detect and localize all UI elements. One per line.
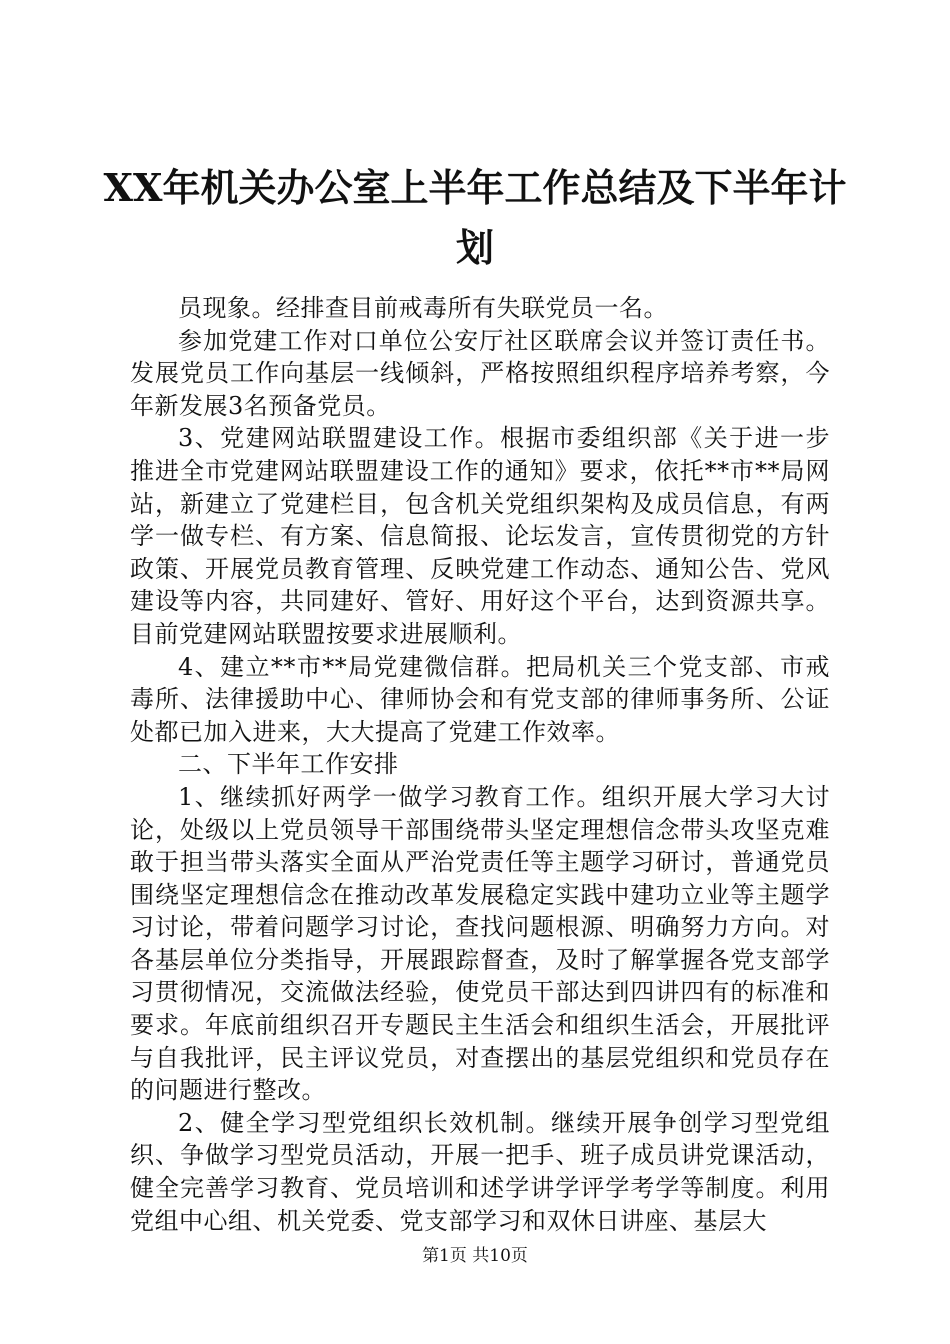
page-number-footer: 第1页 共10页 [422,1246,528,1266]
paragraph: 4、建立**市**局党建微信群。把局机关三个党支部、市戒毒所、法律援助中心、律师协会和有党支部的律师事务所、公证处都已加入进来，大大提高了党建工作效率。 [130,652,830,746]
paragraph: 1、继续抓好两学一做学习教育工作。组织开展大学习大讨论，处级以上党员领导干部围绕带头坚定理想信念带头攻坚克难敢于担当带头落实全面从严治党责任等主题学习研讨，普通党员围绕坚定理想信念在推动改革发展稳定实践中建功立业等主题学习讨论，带着问题学习讨论，查找问题根源、明确努力方向。对各基层单位分类指导，开展跟踪督查，及时了解掌握各党支部学习贯彻情况，交流做法经验，使党员干部达到四讲四有的标准和要求。年底前组织召开专题民主生活会和组织生活会，开展批评与自我批评，民主评议党员，对查摆出的基层党组织和党员存在的问题进行整改。 [130,782,830,1105]
paragraph: 员现象。经排查目前戒毒所有失联党员一名。 [178,294,668,322]
paragraph: 2、健全学习型党组织长效机制。继续开展争创学习型党组织、争做学习型党员活动，开展一把手、班子成员讲党课活动，健全完善学习教育、党员培训和述学讲学评学考学等制度。利用党组中心组、机关党委、党支部学习和双休日讲座、基层大 [130,1108,830,1235]
section-heading: 二、下半年工作安排 [178,750,399,779]
paragraph: 3、党建网站联盟建设工作。根据市委组织部《关于进一步推进全市党建网站联盟建设工作的通知》要求，依托**市**局网站，新建立了党建栏目，包含机关党组织架构及成员信息，有两学一做专栏、有方案、信息简报、论坛发言，宣传贯彻党的方针政策、开展党员教育管理、反映党建工作动态、通知公告、党风建设等内容，共同建好、管好、用好这个平台，达到资源共享。目前党建网站联盟按要求进展顺利。 [130,424,830,648]
paragraph: 参加党建工作对口单位公安厅社区联席会议并签订责任书。发展党员工作向基层一线倾斜，严格按照组织程序培养考察，今年新发展3名预备党员。 [130,326,830,420]
document-body [130,292,830,1237]
document-title: XX年机关办公室上半年工作总结及下半年计划 [103,165,847,270]
